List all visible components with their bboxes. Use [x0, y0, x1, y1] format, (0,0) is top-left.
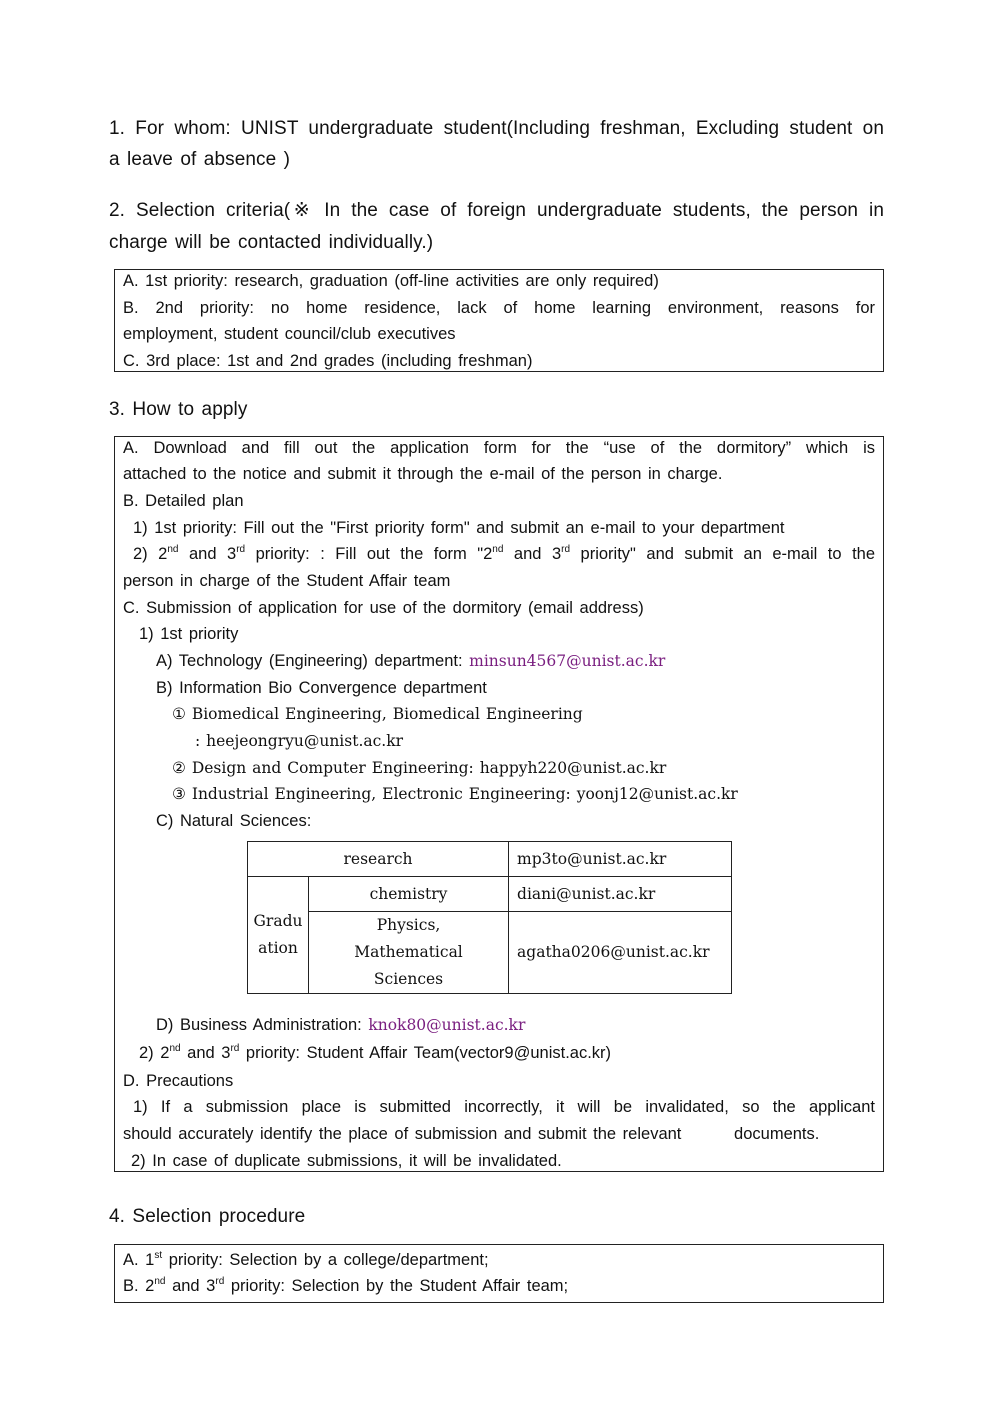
chemistry-label-cell: chemistry — [309, 877, 509, 912]
physics-label-cell: Physics, Mathematical Sciences — [309, 912, 509, 994]
section3-title: 3. How to apply — [109, 399, 248, 420]
section2-line2: charge will be contacted individually.) — [109, 232, 434, 253]
apply-c1b3: ③ Industrial Engineering, Electronic Engineering: yoonj12@unist.ac.kr — [172, 785, 738, 803]
apply-c1a: A) Technology (Engineering) department: minsun4567@unist.ac.kr — [156, 652, 666, 670]
apply-c: C. Submission of application for use of the dormitory (email address) — [123, 599, 644, 617]
apply-c2: 2) 2nd and 3rd priority: Student Affair Team(vector9@unist.ac.kr) — [139, 1043, 612, 1062]
procedure-b: B. 2nd and 3rd priority: Selection by the Student Affair team; — [123, 1276, 569, 1295]
criteria-a: A. 1st priority: research, graduation (off-line activities are only required) — [123, 272, 659, 290]
apply-c1c: C) Natural Sciences: — [156, 812, 312, 830]
apply-b2-line1: 2) 2nd and 3rd priority: : Fill out the form "2nd and 3rd priority" and submit an e-mail to the — [133, 544, 876, 563]
apply-c1d: D) Business Administration: knok80@unist.ac.kr — [156, 1016, 526, 1034]
criteria-c: C. 3rd place: 1st and 2nd grades (including freshman) — [123, 352, 533, 370]
natural-sciences-table — [247, 841, 732, 994]
apply-b2-line2: person in charge of the Student Affair team — [123, 572, 451, 590]
table-row — [248, 912, 732, 994]
table-row — [248, 842, 732, 877]
apply-d1-line2: should accurately identify the place of submission and submit the relevant documents. — [123, 1125, 820, 1143]
chemistry-email-cell: diani@unist.ac.kr — [509, 877, 732, 912]
apply-d: D. Precautions — [123, 1072, 234, 1090]
engineering-email-link[interactable]: minsun4567@unist.ac.kr — [469, 652, 666, 670]
apply-c1b: B) Information Bio Convergence department — [156, 679, 487, 697]
section1-line1: 1. For whom: UNIST undergraduate student(Including freshman, Excluding student on — [109, 118, 884, 139]
section2-line1: 2. Selection criteria(※ In the case of foreign undergraduate students, the person in — [109, 200, 884, 221]
research-email-cell: mp3to@unist.ac.kr — [509, 842, 732, 877]
business-email-link[interactable]: knok80@unist.ac.kr — [368, 1016, 526, 1034]
criteria-b-line1: B. 2nd priority: no home residence, lack of home learning environment, reasons for — [123, 299, 875, 317]
physics-email-cell: agatha0206@unist.ac.kr — [509, 912, 732, 994]
apply-c1b1: ① Biomedical Engineering, Biomedical Engineering — [172, 705, 583, 723]
apply-a-line1: A. Download and fill out the application form for the “use of the dormitory” which is — [123, 439, 875, 457]
graduation-label-cell: Gradu ation — [248, 877, 309, 994]
apply-b1: 1) 1st priority: Fill out the "First priority form" and submit an e-mail to your department — [133, 519, 785, 537]
apply-c1b1-email: : heejeongryu@unist.ac.kr — [195, 732, 404, 750]
criteria-b-line2: employment, student council/club executives — [123, 325, 456, 343]
selection-procedure-box — [114, 1244, 884, 1303]
apply-d1-line1: 1) If a submission place is submitted incorrectly, it will be invalidated, so the applicant — [133, 1098, 875, 1116]
apply-c1b2: ② Design and Computer Engineering: happyh220@unist.ac.kr — [172, 759, 667, 777]
research-label-cell: research — [248, 842, 509, 877]
section1-line2: a leave of absence ) — [109, 149, 291, 170]
apply-a-line2: attached to the notice and submit it through the e-mail of the person in charge. — [123, 465, 723, 483]
how-to-apply-box — [114, 436, 884, 1172]
table-row — [248, 877, 732, 912]
apply-b: B. Detailed plan — [123, 492, 244, 510]
selection-criteria-box — [114, 269, 884, 372]
procedure-a: A. 1st priority: Selection by a college/department; — [123, 1250, 489, 1269]
apply-c1: 1) 1st priority — [139, 625, 239, 643]
section4-title: 4. Selection procedure — [109, 1206, 306, 1227]
apply-d2: 2) In case of duplicate submissions, it will be invalidated. — [131, 1152, 562, 1170]
